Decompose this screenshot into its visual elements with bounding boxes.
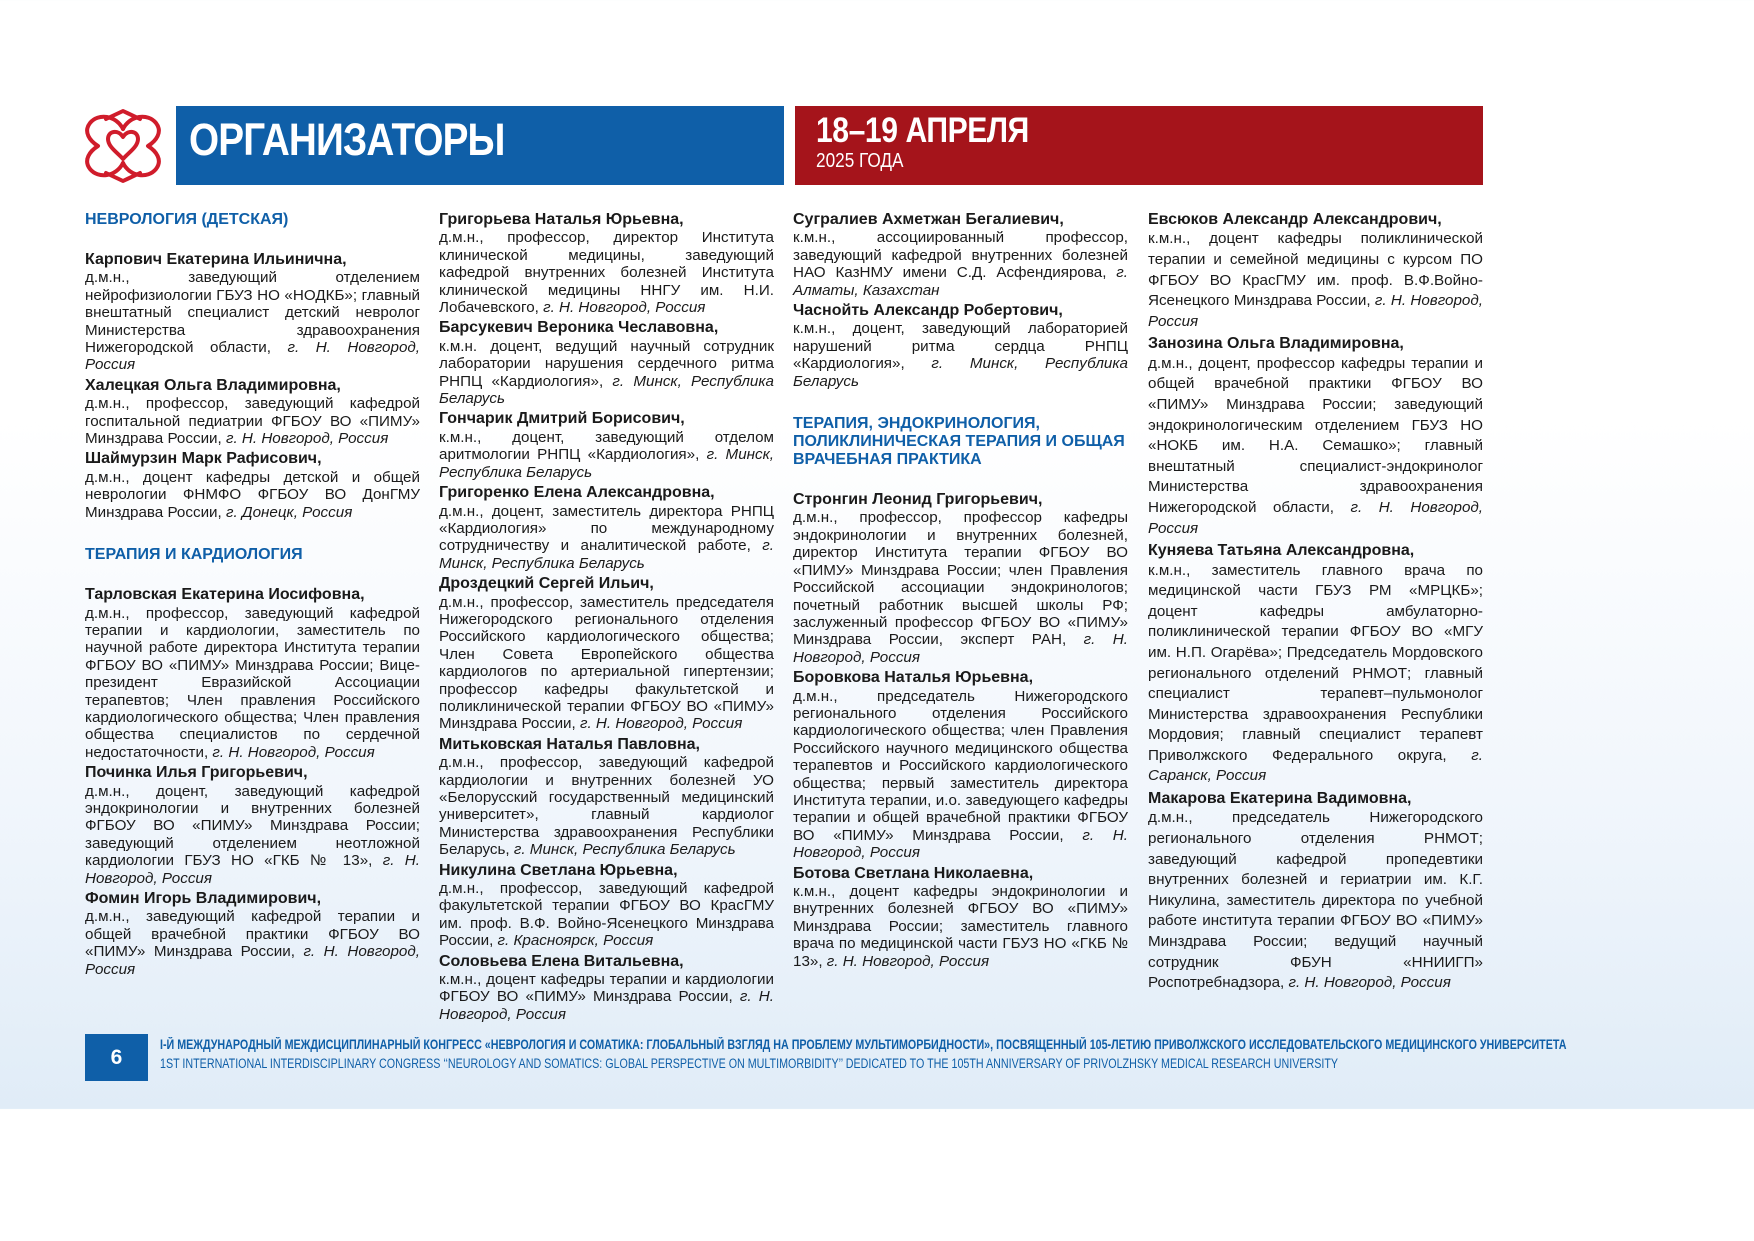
organizer-position: д.м.н., доцент кафедры детской и общей неврологии ФНМФО ФГБОУ ВО ДонГМУ Минздрава России,: [85, 468, 420, 521]
section-heading: НЕВРОЛОГИЯ (ДЕТСКАЯ): [85, 211, 289, 228]
organizer-name: Гончарик Дмитрий Борисович,: [439, 410, 685, 428]
page-number: 6: [85, 1034, 148, 1081]
event-date: 18–19 АПРЕЛЯ: [816, 111, 1029, 150]
organizer-entry: [85, 251, 420, 374]
organizer-name: Шаймурзин Марк Рафисович,: [85, 450, 322, 468]
page-title: ОРГАНИЗАТОРЫ: [189, 114, 505, 165]
organizer-entry: [793, 669, 1128, 861]
organizer-location: г. Минск, Республика Беларусь: [439, 446, 775, 481]
organizer-name: Боровкова Наталья Юрьевна,: [793, 669, 1034, 687]
column-1: [85, 211, 420, 981]
organizer-location: г. Н. Новгород, Россия: [85, 852, 420, 887]
organizer-position: к.м.н., доцент, заведующий отделом аритмологии РНПЦ «Кардиология»,: [439, 428, 774, 464]
organizer-location: г. Н. Новгород, Россия: [793, 826, 1128, 862]
organizer-entry: [439, 319, 774, 407]
organizer-position: д.м.н., заведующий кафедрой терапии и общей врачебной практики ФГБОУ ВО «ПИМУ» Минздрава России,: [85, 908, 420, 961]
organizer-position: к.м.н., доцент кафедры поликлинической терапии и семейной медицины с курсом ПО ФГБОУ ВО КрасГМУ им. проф. В.Ф.Войно-Ясенецкого Минздрава России,: [1148, 230, 1483, 310]
organizer-location: г. Н. Новгород, Россия: [212, 743, 375, 761]
organizer-entry: [1148, 790, 1483, 994]
organizer-position: д.м.н., профессор, заведующий кафедрой факультетской терапии ФГБОУ ВО КрасГМУ им. проф. В.Ф. Войно-Ясенецкого Минздрава России,: [439, 880, 774, 950]
event-year: 2025 ГОДА: [816, 150, 904, 172]
organizer-position: к.м.н., ассоциированный профессор, заведующий кафедрой внутренних болезней НАО КазНМУ имени С.Д. Асфендиярова,: [793, 229, 1128, 282]
organizer-position: д.м.н., доцент, заместитель директора РНПЦ «Кардиология» по международному сотрудничеству и аналитической работе,: [439, 502, 774, 555]
organizer-position: к.м.н., доцент кафедры эндокринологии и внутренних болезней ФГБОУ ВО «ПИМУ» Минздрава России; заместитель главного врача по медицинской части ГБУЗ НО «ГКБ № 13»,: [793, 883, 1128, 970]
organizer-position: д.м.н., доцент, профессор кафедры терапии и общей врачебной практики ФГБОУ ВО «ПИМУ» Минздрава России; заведующий эндокринологическим отделением ГБУЗ НО «НОКБ им. Н.А. Семашко»; главный внештатный специалист-эндокринолог Министерства здравоохранения Нижегородской области,: [1148, 354, 1483, 516]
organizer-position: к.м.н. доцент, ведущий научный сотрудник лаборатории нарушения сердечного ритма РНПЦ «Кардиология»,: [439, 337, 774, 390]
footer-congress-en: 1ST INTERNATIONAL INTERDISCIPLINARY CONGRESS ‘‘NEUROLOGY AND SOMATICS: GLOBAL PERSPECTIVE ON MULTIMORBIDITY’’ DEDICATED TO THE 105TH ANNIVERSARY OF PRIVOLZHSKY MEDICAL RESEARCH UNIVERSITY: [160, 1056, 1339, 1071]
organizer-entry: [85, 377, 420, 448]
organizer-position: д.м.н., профессор, заместитель председателя Нижегородского регионального отделения Российского кардиологического общества; Член Совета Европейского общества кардиологов по артериальной гипертензии; профессор кафедры факультетской и поликлинической терапии ФГБОУ ВО «ПИМУ» Минздрава России,: [439, 593, 774, 733]
organizer-position: к.м.н., доцент кафедры терапии и кардиологии ФГБОУ ВО «ПИМУ» Минздрава России,: [439, 971, 774, 1006]
section-heading: ТЕРАПИЯ, ЭНДОКРИНОЛОГИЯ, ПОЛИКЛИНИЧЕСКАЯ ТЕРАПИЯ И ОБЩАЯ ВРАЧЕБНАЯ ПРАКТИКА: [793, 415, 1125, 469]
organizer-entry: [439, 736, 774, 859]
organizer-name: Часнойть Александр Робертович,: [793, 302, 1063, 320]
organizer-name: Фомин Игорь Владимирович,: [85, 890, 322, 907]
organizer-name: Никулина Светлана Юрьевна,: [439, 861, 678, 879]
organizer-entry: [85, 586, 420, 761]
section-heading: ТЕРАПИЯ И КАРДИОЛОГИЯ: [85, 546, 303, 564]
organizer-position: д.м.н., председатель Нижегородского регионального отделения РНМОТ; заведующий кафедрой пропедевтики внутренних болезней и гериатрии им. К.Г. Никулина, заместитель директора по учебной работе института терапии ФГБОУ ВО «ПИМУ» Минздрава России; ведущий научный сотрудник ФБУН «ННИИГП» Роспотребнадзора,: [1148, 809, 1483, 992]
organizer-name: Григоренко Елена Александровна,: [439, 484, 715, 502]
organizer-entry: [793, 491, 1128, 666]
organizer-entry: [1148, 211, 1483, 332]
section-spacer: [793, 393, 1128, 415]
organizer-location: г. Н. Новгород, Россия: [543, 299, 706, 317]
organizer-name: Стронгин Леонид Григорьевич,: [793, 491, 1043, 509]
organizer-entry: [793, 211, 1128, 299]
footer-congress-ru: I-Й МЕЖДУНАРОДНЫЙ МЕЖДИСЦИПЛИНАРНЫЙ КОНГРЕСС «НЕВРОЛОГИЯ И СОМАТИКА: ГЛОБАЛЬНЫЙ ВЗГЛЯД НА ПРОБЛЕМУ МУЛЬТИМОРБИДНОСТИ», ПОСВЯЩЕННЫЙ 105-ЛЕТИЮ ПРИВОЛЖСКОГО ИССЛЕДОВАТЕЛЬСКОГО МЕДИЦИНСКОГО УНИВЕРСИТЕТА: [160, 1037, 1567, 1052]
organizer-name: Ботова Светлана Николаевна,: [793, 864, 1034, 882]
organizer-position: д.м.н., доцент, заведующий кафедрой эндокринологии и внутренних болезней ФГБОУ ВО «ПИМУ» Минздрава России; заведующий отделением неотложной кардиологии ГБУЗ НО «ГКБ № 13»,: [85, 782, 420, 870]
organizer-entry: [439, 211, 774, 316]
organizer-location: г. Красноярск, Россия: [497, 932, 654, 950]
organizers-banner: [176, 106, 784, 185]
organizer-entry: [439, 953, 774, 1024]
organizer-entry: [439, 484, 774, 572]
organizer-name: Куняева Татьяна Александровна,: [1148, 542, 1415, 560]
column-2: [439, 211, 774, 1026]
organizer-position: д.м.н., профессор, директор Института клинической медицины, заведующий кафедрой внутренних болезней Института клинической медицины ННГУ им. Н.И. Лобачевского,: [439, 229, 774, 317]
organizer-entry: [1148, 335, 1483, 539]
organizer-name: Митьковская Наталья Павловна,: [439, 735, 700, 753]
organizer-name: Дроздецкий Сергей Ильич,: [439, 575, 654, 593]
organizer-name: Карпович Екатерина Ильинична,: [85, 251, 347, 268]
organizer-name: Тарловская Екатерина Иосифовна,: [85, 586, 365, 604]
organizer-location: г. Минск, Республика Беларусь: [439, 372, 774, 408]
organizer-name: Макарова Екатерина Вадимовна,: [1148, 790, 1412, 808]
organizer-name: Евсюков Александр Александрович,: [1148, 211, 1442, 228]
organizer-entry: [85, 890, 420, 978]
organizer-location: г. Н. Новгород, Россия: [439, 988, 774, 1023]
organizer-name: Сугралиев Ахметжан Бегалиевич,: [793, 211, 1064, 228]
organizer-name: Григорьева Наталья Юрьевна,: [439, 211, 684, 228]
organizer-position: д.м.н., профессор, профессор кафедры эндокринологии и внутренних болезней, директор Института терапии ФГБОУ ВО «ПИМУ» Минздрава России; член Правления Российской ассоциации эндокринологов; почетный работник высшей школы РФ; заслуженный профессор ФГБОУ ВО «ПИМУ» Минздрава России, эксперт РАН,: [793, 509, 1128, 649]
organizer-entry: [793, 865, 1128, 970]
organizer-position: д.м.н., заведующий отделением нейрофизиологии ГБУЗ НО «НОДКБ»; главный внештатный специалист детский невролог Министерства здравоохранения Нижегородской области,: [85, 269, 420, 357]
organizer-location: г. Н. Новгород, Россия: [826, 952, 990, 970]
organizer-name: Починка Илья Григорьевич,: [85, 764, 308, 782]
organizer-location: г. Минск, Республика Беларусь: [793, 355, 1128, 390]
organizer-position: д.м.н., профессор, заведующий кафедрой терапии и кардиологии, заместитель по научной работе директора Института терапии ФГБОУ ВО «ПИМУ» Минздрава России; Вице-президент Евразийской Ассоциации терапевтов; Член правления Российского кардиологического общества; Член правления общества специалистов по сердечной недостаточности,: [85, 604, 420, 761]
section-spacer: [85, 524, 420, 546]
organizer-entry: [793, 302, 1128, 390]
organizer-position: к.м.н., доцент, заведующий лабораторией нарушений ритма сердца РНПЦ «Кардиология»,: [793, 320, 1128, 373]
organizer-location: г. Саранск, Россия: [1148, 746, 1483, 785]
organizer-entry: [439, 575, 774, 733]
organizer-name: Барсукевич Вероника Чеславовна,: [439, 319, 719, 337]
organizer-location: г. Н. Новгород, Россия: [225, 430, 389, 448]
organizer-location: г. Минск, Республика Беларусь: [513, 841, 736, 859]
organizer-location: г. Донецк, Россия: [225, 503, 353, 521]
column-3: [793, 211, 1128, 973]
organizer-entry: [85, 764, 420, 887]
organizer-location: г. Алматы, Казахстан: [793, 264, 1128, 299]
organizer-name: Занозина Ольга Владимировна,: [1148, 335, 1404, 353]
organizer-position: д.м.н., профессор, заведующий кафедрой кардиологии и внутренних болезней УО «Белорусский государственный медицинский университет», главный кардиолог Министерства здравоохранения Республики Беларусь,: [439, 754, 774, 859]
organizer-location: г. Н. Новгород, Россия: [793, 631, 1128, 666]
organizer-position: д.м.н., председатель Нижегородского регионального отделения Российского кардиологического общества; член Правления Российского научного медицинского общества терапевтов и Российского кардиологического общества; первый заместитель директора Института терапии, и.о. заведующего кафедры терапии и общей врачебной практики ФГБОУ ВО «ПИМУ» Минздрава России,: [793, 687, 1128, 844]
organizer-location: г. Н. Новгород, Россия: [1288, 974, 1451, 992]
organizer-location: г. Н. Новгород, Россия: [85, 339, 421, 374]
organizer-entry: [1148, 542, 1483, 787]
organizer-location: г. Н. Новгород, Россия: [579, 715, 743, 733]
organizer-name: Соловьева Елена Витальевна,: [439, 952, 684, 970]
organizer-location: г. Н. Новгород, Россия: [1148, 292, 1483, 330]
organizer-name: Халецкая Ольга Владимировна,: [85, 376, 341, 394]
organizer-entry: [85, 450, 420, 521]
organizer-location: г. Минск, Республика Беларусь: [439, 537, 774, 572]
organizer-position: к.м.н., заместитель главного врача по медицинской части ГБУЗ РМ «МРЦКБ»; доцент кафедры амбулаторно-поликлинической терапии ФГБОУ ВО «МГУ им. Н.П. Огарёва»; Председатель Мордовского регионального отделений РНМОТ; главный специалист терапевт–пульмонолог Министерства здравоохранения Республики Мордовия; главный специалист терапевт Приволжского Федерального округа,: [1148, 561, 1483, 764]
date-banner: [795, 106, 1483, 185]
heart-knot-logo-icon: [84, 107, 162, 185]
organizer-location: г. Н. Новгород, Россия: [85, 943, 420, 978]
organizer-location: г. Н. Новгород, Россия: [1148, 498, 1484, 537]
column-4: [1148, 211, 1483, 997]
organizer-entry: [439, 862, 774, 950]
organizer-entry: [439, 410, 774, 481]
organizer-position: д.м.н., профессор, заведующий кафедрой госпитальной педиатрии ФГБОУ ВО «ПИМУ» Минздрава России,: [85, 395, 420, 448]
